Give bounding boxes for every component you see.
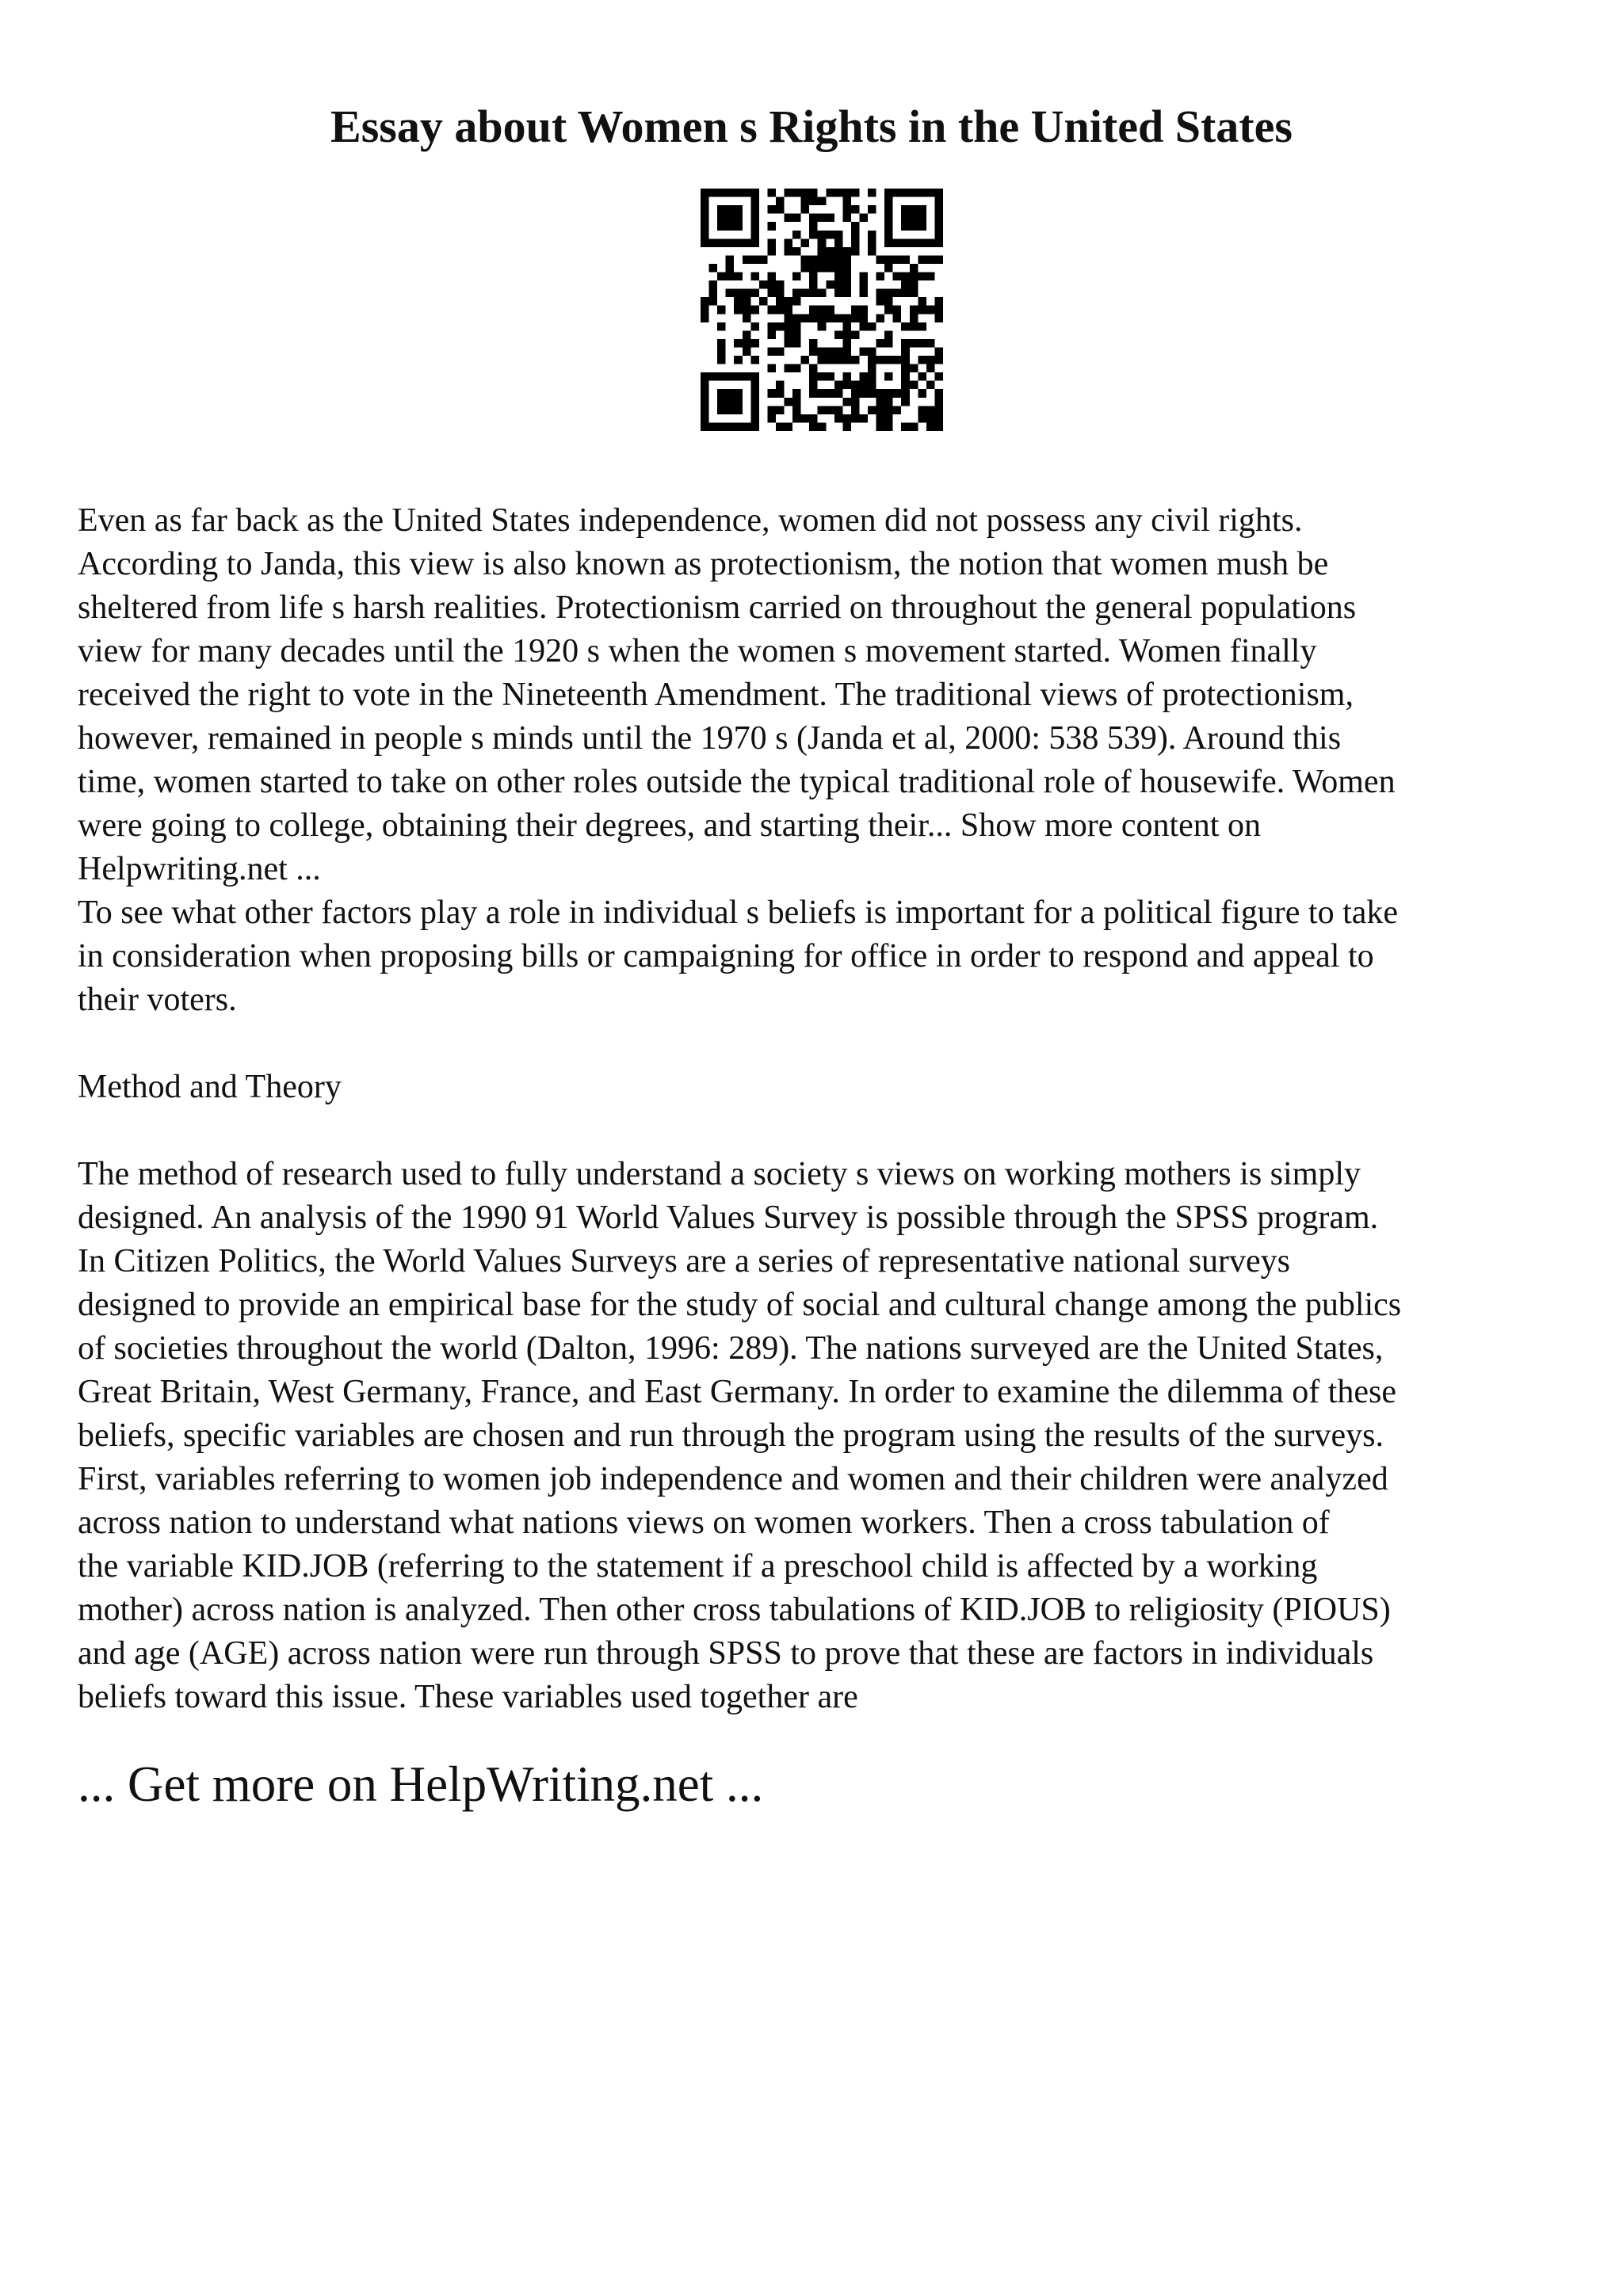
text-line: and age (AGE) across nation were run through SPSS to prove that these are factors in individuals xyxy=(78,1635,1374,1672)
text-line: mother) across nation is analyzed. Then other cross tabulations of KID.JOB to religiosity (PIOUS) xyxy=(78,1592,1391,1628)
section-heading xyxy=(78,1066,1552,1109)
text-line: across nation to understand what nations views on women workers. Then a cross tabulation of xyxy=(78,1505,1330,1541)
text-line: In Citizen Politics, the World Values Surveys are a series of representative national surveys xyxy=(78,1243,1291,1280)
text-line: beliefs toward this issue. These variables used together are xyxy=(78,1679,858,1715)
text-line: the variable KID.JOB (referring to the statement if a preschool child is affected by a working xyxy=(78,1548,1318,1585)
text-line: of societies throughout the world (Dalton, 1996: 289). The nations surveyed are the United States, xyxy=(78,1330,1384,1367)
text-line: According to Janda, this view is also known as protectionism, the notion that women mush be xyxy=(78,546,1329,582)
paragraph-method xyxy=(78,1153,1552,1719)
text-line: First, variables referring to women job independence and women and their children were analyzed xyxy=(78,1461,1388,1497)
paragraph-factors xyxy=(78,891,1552,1022)
text-line: however, remained in people s minds until the 1970 s (Janda et al, 2000: 538 539). Around this xyxy=(78,720,1342,757)
text-line: their voters. xyxy=(78,982,237,1018)
text-line: The method of research used to fully understand a society s views on working mothers is simply xyxy=(78,1156,1361,1192)
text-line: designed to provide an empirical base for the study of social and cultural change among the publics xyxy=(78,1287,1402,1323)
text-line: To see what other factors play a role in individual s beliefs is important for a political figure to take xyxy=(78,894,1399,931)
text-line: time, women started to take on other roles outside the typical traditional role of housewife. Women xyxy=(78,764,1396,800)
document-title: Essay about Women s Rights in the United States xyxy=(330,101,1293,152)
paragraph-spacer xyxy=(78,1109,1552,1153)
text-line: received the right to vote in the Nineteenth Amendment. The traditional views of protectionism, xyxy=(78,677,1354,713)
get-more-link[interactable]: ... Get more on HelpWriting.net ... xyxy=(78,1756,764,1812)
text-line: designed. An analysis of the 1990 91 World Values Survey is possible through the SPSS program. xyxy=(78,1199,1379,1236)
text-line: view for many decades until the 1920 s when the women s movement started. Women finally xyxy=(78,633,1317,669)
text-line: Even as far back as the United States independence, women did not possess any civil rights. xyxy=(78,502,1303,539)
text-line: in consideration when proposing bills or campaigning for office in order to respond and appeal to xyxy=(78,938,1374,974)
text-line: Great Britain, West Germany, France, and East Germany. In order to examine the dilemma of these xyxy=(78,1374,1396,1410)
section-heading-text: Method and Theory xyxy=(78,1069,342,1105)
text-line: Helpwriting.net ... xyxy=(78,851,321,887)
text-line: beliefs, specific variables are chosen and run through the program using the results of the surveys. xyxy=(78,1417,1384,1454)
paragraph-spacer xyxy=(78,1022,1552,1066)
paragraph-intro xyxy=(78,499,1552,891)
text-line: sheltered from life s harsh realities. Protectionism carried on throughout the general populations xyxy=(78,589,1357,626)
text-line: were going to college, obtaining their degrees, and starting their... Show more content on xyxy=(78,807,1261,844)
document-body xyxy=(78,499,1552,1719)
qr-code-icon xyxy=(701,189,943,431)
